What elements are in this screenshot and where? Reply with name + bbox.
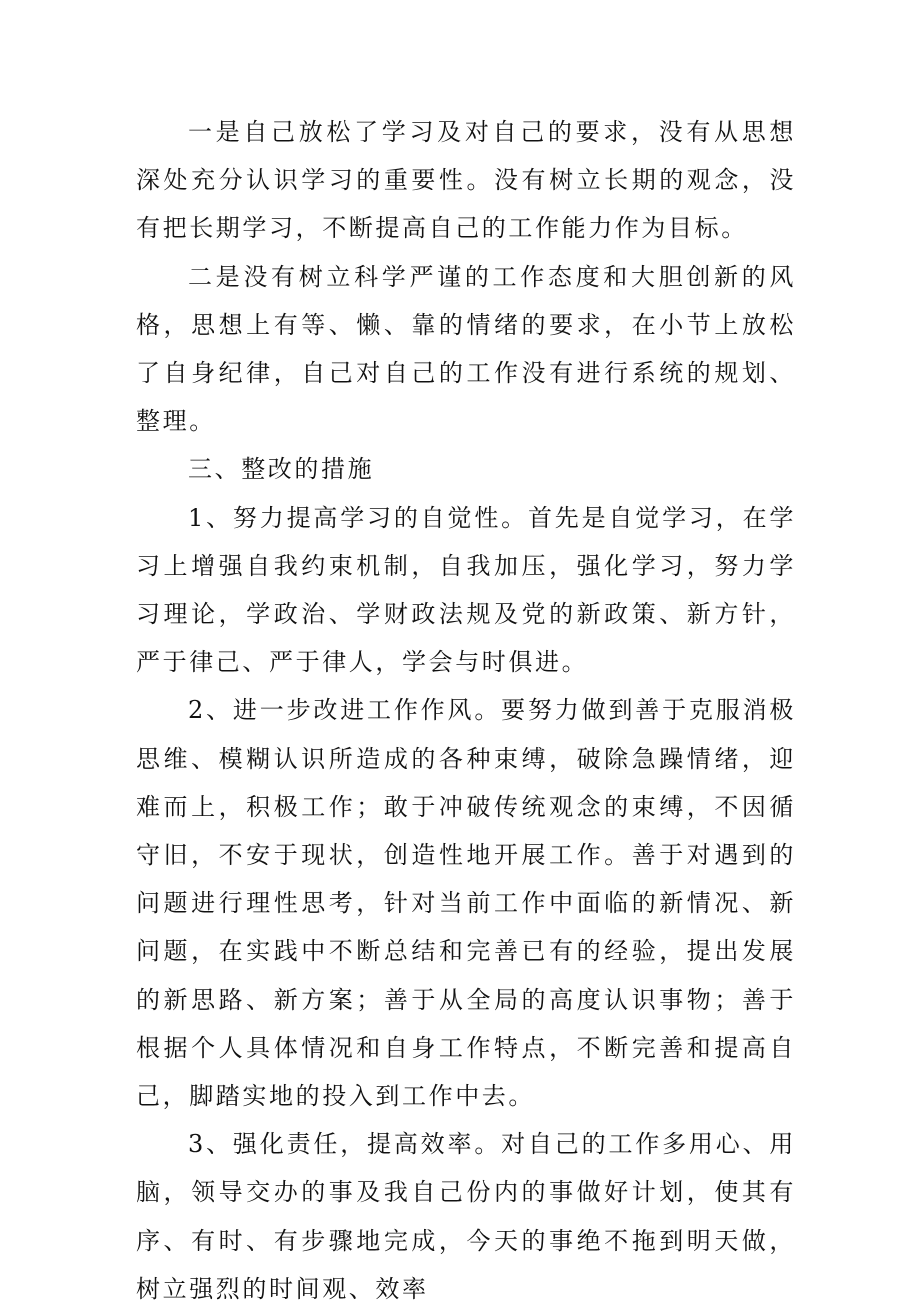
paragraph-4: 2、进一步改进工作作风。要努力做到善于克服消极思维、模糊认识所造成的各种束缚，破除急躁情绪，迎难而上，积极工作；敢于冲破传统观念的束缚，不因循守旧，不安于现状，创造性地开展工作。善于对遇到的问题进行理性思考，针对当前工作中面临的新情况、新问题，在实践中不断总结和完善已有的经验，提出发展的新思路、新方案；善于从全局的高度认识事物；善于根据个人具体情况和自身工作特点，不断完善和提高自己，脚踏实地的投入到工作中去。 (136, 696, 796, 1111)
paragraph-3: 1、努力提高学习的自觉性。首先是自觉学习，在学习上增强自我约束机制，自我加压，强化学习，努力学习理论，学政治、学财政法规及党的新政策、新方针，严于律己、严于律人，学会与时俱进。 (136, 503, 796, 677)
paragraph-2: 二是没有树立科学严谨的工作态度和大胆创新的风格，思想上有等、懒、靠的情绪的要求，在小节上放松了自身纪律，自己对自己的工作没有进行系统的规划、整理。 (136, 262, 796, 436)
section-heading: 三、整改的措施 (188, 455, 375, 484)
paragraph-5: 3、强化责任，提高效率。对自己的工作多用心、用脑，领导交办的事及我自己份内的事做好计划，使其有序、有时、有步骤地完成，今天的事绝不拖到明天做，树立强烈的时间观、效率 (136, 1130, 796, 1303)
document-body (136, 108, 796, 1313)
paragraph-1: 一是自己放松了学习及对自己的要求，没有从思想深处充分认识学习的重要性。没有树立长期的观念，没有把长期学习，不断提高自己的工作能力作为目标。 (136, 118, 796, 243)
